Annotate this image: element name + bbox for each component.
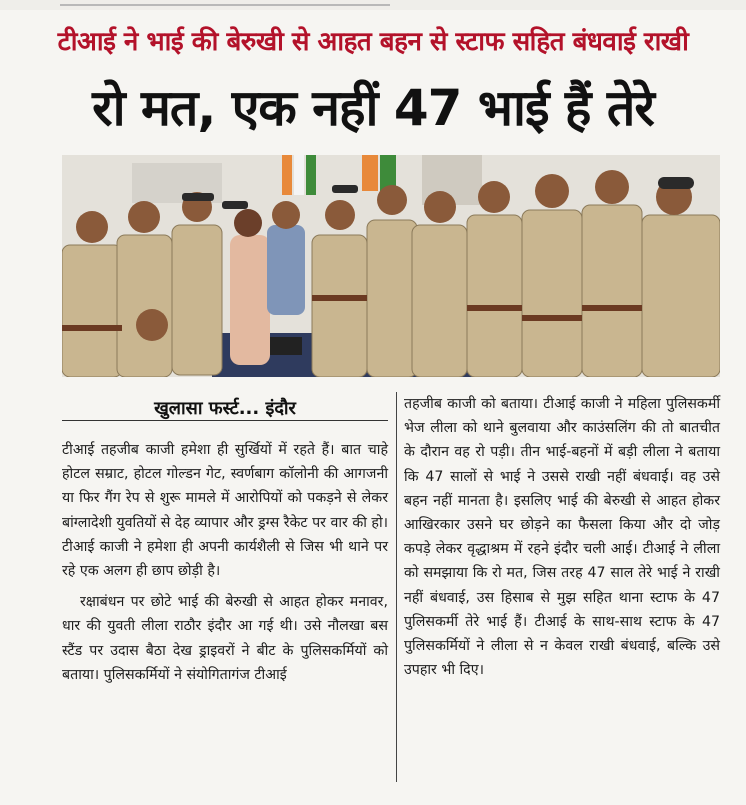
group-photo-police-rakhi-icon bbox=[62, 155, 720, 377]
byline: खुलासा फर्स्ट... इंदौर bbox=[154, 398, 296, 419]
top-strip bbox=[0, 0, 746, 10]
byline-box bbox=[62, 392, 388, 421]
paragraph: टीआई तहजीब काजी हमेशा ही सुर्खियों में रहते हैं। बात चाहे होटल सम्राट, होटल गोल्डन गेट, स्वर्णबाग कॉलोनी की आगजनी या फिर गैंग रेप से शुरू मामले में आरोपियों को पकड़ने से लेकर बांग्लादेशी युवतियों से देह व्यापार और ड्रग्स रैकेट पर वार की हो। टीआई काजी ने हमेशा ही अपनी कार्यशैली से जिस भी थाने पर रहे एक अलग ही छाप छोड़ी है। bbox=[62, 442, 388, 580]
main-headline: रो मत, एक नहीं 47 भाई हैं तेरे bbox=[92, 79, 654, 137]
article-column-2 bbox=[404, 392, 720, 682]
article-column-1 bbox=[62, 438, 388, 687]
kicker-headline: टीआई ने भाई की बेरुखी से आहत बहन से स्टाफ सहित बंधवाई राखी bbox=[57, 27, 689, 57]
news-photo bbox=[62, 155, 720, 377]
paragraph: तहजीब काजी को बताया। टीआई काजी ने महिला पुलिसकर्मी भेज लीला को थाने बुलवाया और काउंसलिंग की तो बातचीत के दौरान वह रो पड़ी। तीन भाई-बहनों में बड़ी लीला ने बताया कि 47 सालों से भाई ने उससे राखी नहीं बंधवाई। वह उसे बहन नहीं मानता है। इसलिए भाई की बेरुखी से आहत होकर आखिरकार उसने घर छोड़ने का फैसला किया और दो जोड़ कपड़े लेकर वृद्धाश्रम में रहने इंदौर चली आई। टीआई ने लीला को समझाया कि रो मत, जिस तरह 47 साल तेरे भाई ने राखी नहीं बंधवाई, उस हिसाब से मुझ सहित थाना स्टाफ के 47 पुलिसकर्मी तेरे भाई हैं। टीआई के साथ-साथ स्टाफ के 47 पुलिसकर्मियों ने लीला से न केवल राखी बंधवाई, बल्कि उसे उपहार भी दिए। bbox=[404, 396, 720, 679]
paragraph: रक्षाबंधन पर छोटे भाई की बेरुखी से आहत होकर मनावर, धार की युवती लीला राठौर इंदौर आ गई थी। उसे नौलखा बस स्टैंड पर उदास बैठा देख ड्राइवरों ने बीट के पुलिसकर्मियों को बताया। पुलिसकर्मियों ने संयोगितागंज टीआई bbox=[62, 594, 388, 683]
column-divider bbox=[396, 392, 397, 782]
top-rule bbox=[60, 4, 390, 6]
